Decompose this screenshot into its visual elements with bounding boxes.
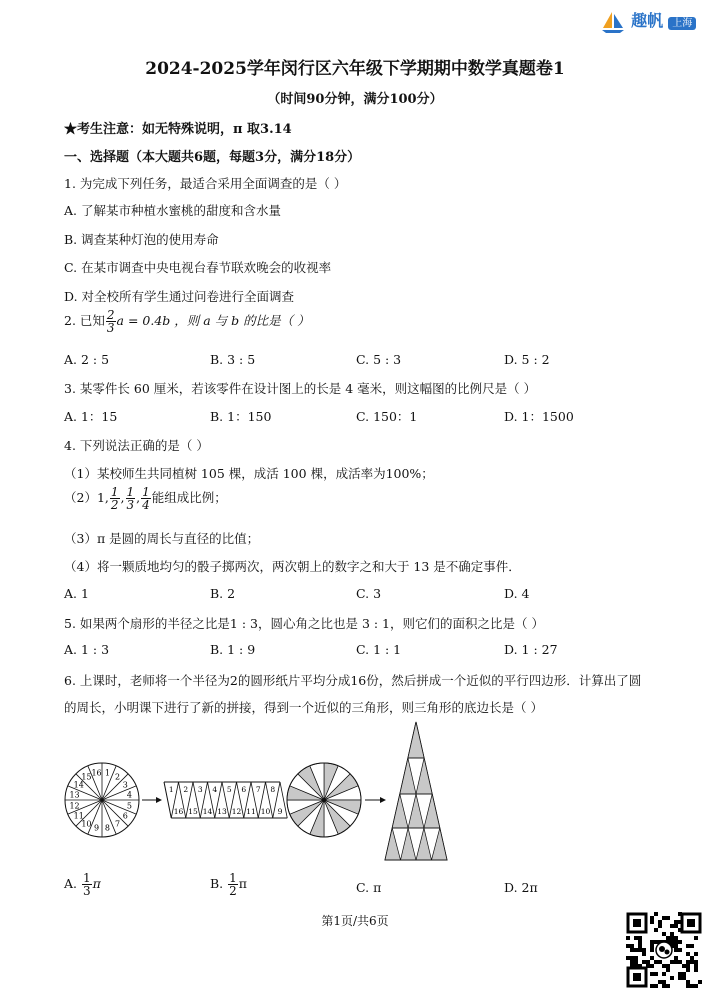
- q6-a-suffix: π: [92, 876, 101, 891]
- q4-frac-half: $\frac{1}{2}$: [110, 485, 119, 512]
- arrow-icon: [142, 797, 162, 803]
- q2-prefix: 2. 已知: [64, 313, 105, 328]
- q3-option-c: C. 150：1: [356, 409, 418, 424]
- q4-statement-3: （3）π 是圆的周长与直径的比值；: [64, 531, 260, 546]
- q2-frac-den: 3: [106, 321, 115, 335]
- q2-frac-num: 2: [106, 308, 115, 322]
- q6-a-num: 1: [83, 871, 91, 885]
- logo-badge: 上海: [668, 17, 696, 30]
- numbered-circle: [65, 763, 139, 837]
- q4-statement-4: （4）将一颗质地均匀的骰子掷两次，两次朝上的数字之和大于 13 是不确定事件．: [64, 559, 521, 574]
- q5-option-a: A. 1 : 3: [64, 642, 110, 657]
- para-top-label: 6: [241, 785, 247, 794]
- q3-option-a: A. 1：15: [64, 409, 118, 424]
- circle-sector-label: 15: [81, 772, 92, 782]
- q6-line-2: 的周长，小明课下进行了新的拼接，得到一个近似的三角形，则三角形的底边长是（ ）: [64, 700, 543, 715]
- q2-option-b: B. 3 : 5: [210, 352, 256, 367]
- circle-sector-label: 8: [104, 823, 111, 833]
- para-bottom-label: 12: [231, 807, 242, 816]
- q4-statement-2: （2）1, $\frac{1}{2}$ , $\frac{1}{3}$ , $\frac{1}{4}$ 能组成比例；: [64, 485, 227, 512]
- circle-sector-label: 5: [126, 801, 133, 811]
- para-top-label: 7: [255, 785, 261, 794]
- q6-option-a: [64, 872, 101, 897]
- q6-a-den: 3: [83, 884, 91, 898]
- circle-sector-label: 12: [69, 801, 80, 811]
- shaded-circle: [287, 763, 361, 837]
- circle-sector-label: 2: [115, 772, 121, 782]
- q4-stem: 4. 下列说法正确的是（ ）: [64, 438, 209, 453]
- circle-sector-label: 10: [81, 819, 92, 829]
- section-heading: 一、选择题（本大题共6题，每题3分，满分18分）: [64, 150, 361, 165]
- para-top-label: 2: [183, 785, 189, 794]
- logo-brand: 趣帆: [631, 11, 664, 30]
- parallelogram-shape: [164, 782, 287, 818]
- q1-option-a: A. 了解某市种植水蜜桃的甜度和含水量: [64, 203, 281, 218]
- para-top-label: 5: [226, 785, 232, 794]
- page-title: 2024-2025学年闵行区六年级下学期期中数学真题卷1: [145, 59, 565, 79]
- para-bottom-label: 11: [246, 807, 256, 816]
- page-subtitle: （时间90分钟，满分100分）: [267, 92, 443, 107]
- q5-option-c: C. 1 : 1: [356, 642, 402, 657]
- para-bottom-label: 9: [277, 807, 283, 816]
- circle-sector-label: 11: [73, 811, 84, 821]
- q4-option-b: B. 2: [210, 586, 236, 601]
- q3-option-b: B. 1：150: [210, 409, 272, 424]
- para-bottom-label: 15: [188, 807, 198, 816]
- q6-b-suffix: π: [238, 876, 248, 891]
- para-bottom-label: 16: [173, 807, 184, 816]
- circle-sector-label: 4: [126, 790, 133, 800]
- triangle-sector: [408, 722, 424, 758]
- circle-sector-label: 14: [73, 780, 84, 790]
- q6-b-den: 2: [229, 884, 237, 898]
- q2-stem: [64, 309, 310, 334]
- circle-sector-label: 16: [91, 768, 102, 778]
- q4-statement-1: （1）某校师生共同植树 105 棵，成活 100 棵，成活率为100%；: [64, 466, 434, 481]
- triangle-shape: [380, 718, 452, 866]
- q4-option-a: A. 1: [64, 586, 89, 601]
- q1-option-d: D. 对全校所有学生通过问卷进行全面调查: [64, 289, 295, 304]
- qr-code-icon: [626, 912, 702, 988]
- para-top-label: 4: [212, 785, 218, 794]
- q6-line-1: 6. 上课时，老师将一个半径为2的圆形纸片平均分成16份，然后拼成一个近似的平行四边形．计算出了圆: [64, 673, 642, 688]
- q6-b-num: 1: [229, 871, 237, 885]
- q1-stem: 1. 为完成下列任务，最适合采用全面调查的是（ ）: [64, 176, 347, 191]
- circle-sector-label: 9: [93, 823, 100, 833]
- notice: ★考生注意：如无特殊说明，π 取3.14: [64, 122, 292, 137]
- para-top-label: 8: [270, 785, 276, 794]
- q6-option-b: [210, 872, 247, 897]
- q3-option-d: D. 1：1500: [504, 409, 574, 424]
- q4-option-c: C. 3: [356, 586, 382, 601]
- para-bottom-label: 14: [202, 807, 213, 816]
- q4-s2-prefix: （2）1,: [64, 490, 109, 505]
- q6-b-prefix: B.: [210, 876, 224, 891]
- q2-option-a: A. 2 : 5: [64, 352, 110, 367]
- q6-a-prefix: A.: [64, 876, 78, 891]
- q6-option-d: D. 2π: [504, 880, 538, 895]
- q5-option-b: B. 1 : 9: [210, 642, 256, 657]
- q2-option-c: C. 5 : 3: [356, 352, 402, 367]
- circle-sector-label: 1: [104, 768, 111, 778]
- page-footer: 第1页/共6页: [321, 914, 389, 928]
- circle-sector-label: 13: [69, 790, 80, 800]
- q4-option-d: D. 4: [504, 586, 530, 601]
- para-top-label: 1: [168, 785, 174, 794]
- brand-logo: [600, 8, 696, 34]
- sailboat-icon: [600, 10, 626, 34]
- q2-fraction: [106, 309, 116, 334]
- para-bottom-label: 13: [217, 807, 227, 816]
- q5-option-d: D. 1 : 27: [504, 642, 558, 657]
- q4-s2-suffix: 能组成比例；: [151, 490, 227, 505]
- para-bottom-label: 10: [260, 807, 271, 816]
- q6-option-c: C. π: [356, 880, 382, 895]
- q4-frac-third: $\frac{1}{3}$: [126, 485, 135, 512]
- circle-sector-label: 6: [122, 811, 128, 821]
- circle-sector-label: 3: [122, 780, 128, 790]
- q4-frac-quarter: $\frac{1}{4}$: [142, 485, 150, 512]
- q5-stem: 5. 如果两个扇形的半径之比是1 : 3，圆心角之比也是 3 : 1，则它们的面积之比是（ ）: [64, 616, 544, 631]
- q2-option-d: D. 5 : 2: [504, 352, 550, 367]
- q1-option-c: C. 在某市调查中央电视台春节联欢晚会的收视率: [64, 260, 332, 275]
- para-top-label: 3: [197, 785, 203, 794]
- q1-option-b: B. 调查某种灯泡的使用寿命: [64, 232, 219, 247]
- q2-rest: a = 0.4b ，则 a 与 b 的比是（ ）: [116, 313, 310, 328]
- q3-stem: 3. 某零件长 60 厘米，若该零件在设计图上的长是 4 毫米，则这幅图的比例尺是（ ）: [64, 381, 537, 396]
- circle-sector-label: 7: [115, 819, 121, 829]
